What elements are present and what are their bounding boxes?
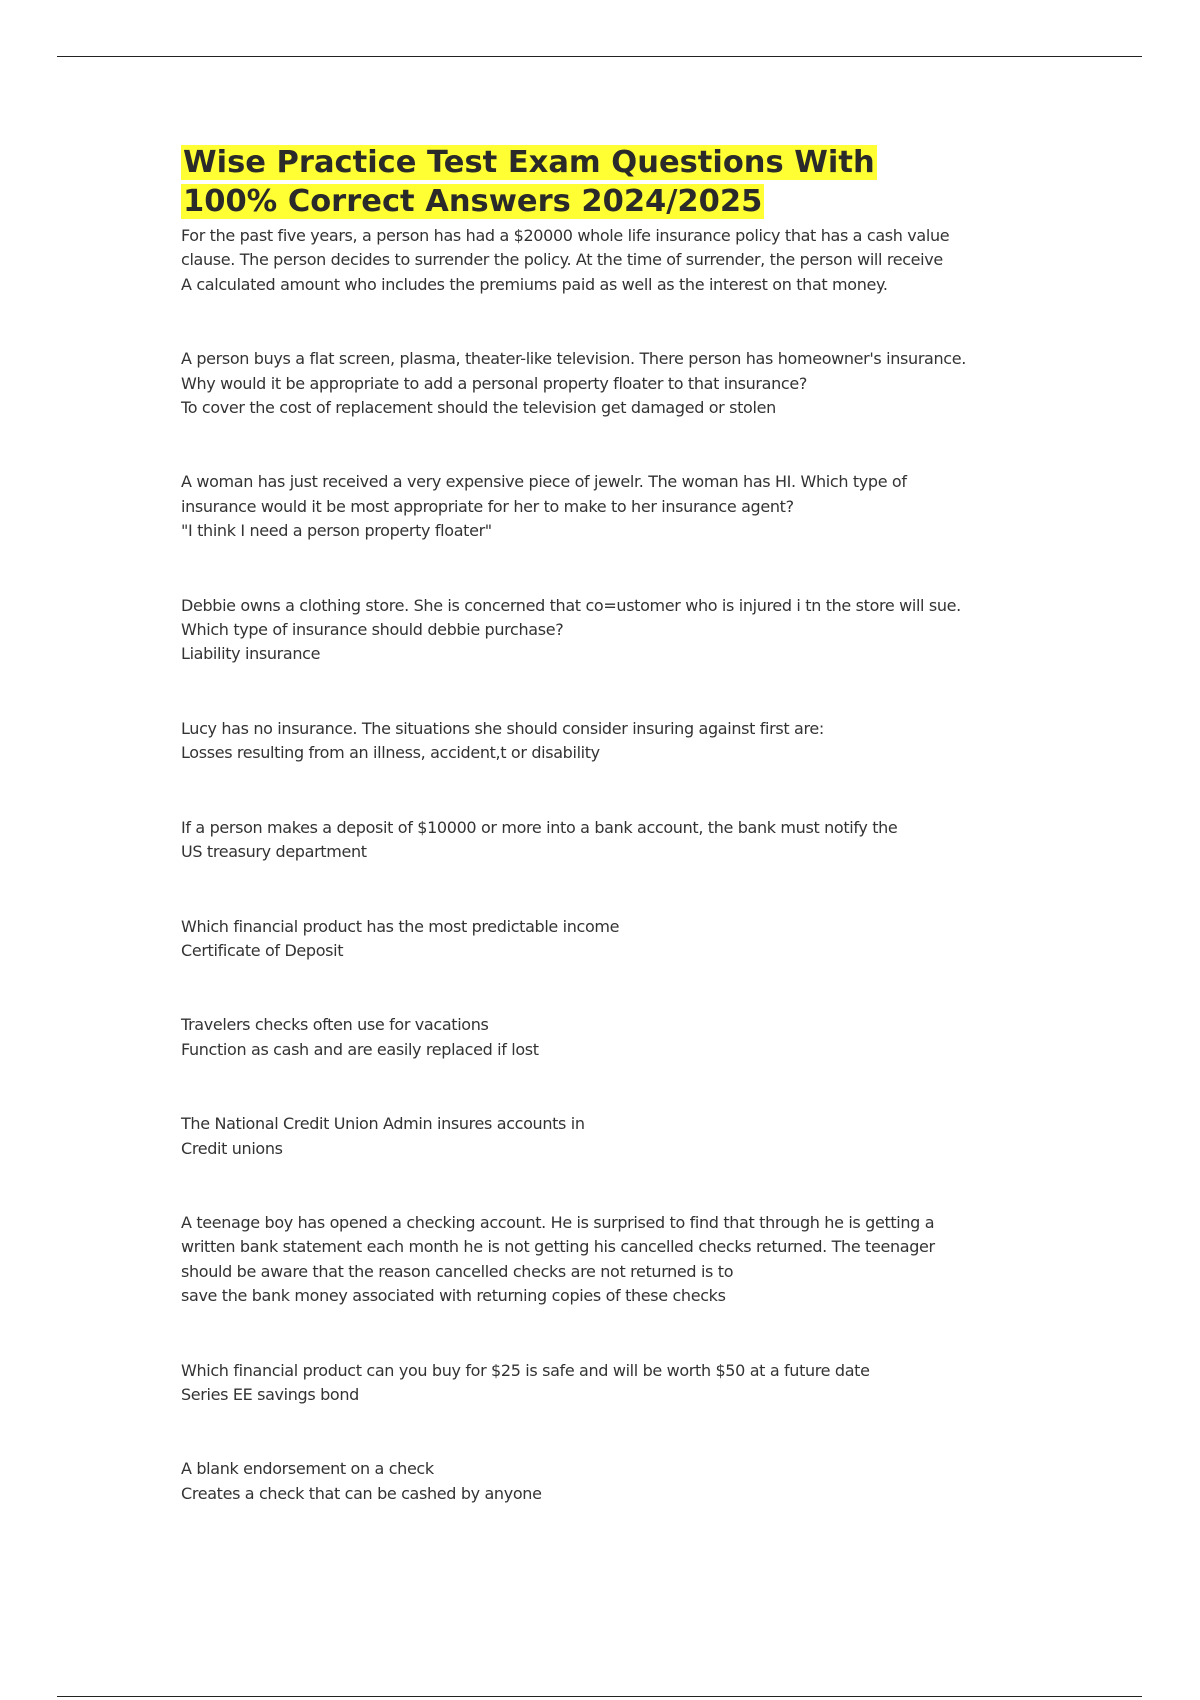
answer-line: Certificate of Deposit (181, 940, 344, 960)
question-line: A teenage boy has opened a checking account. He is surprised to find that through he is getting a (181, 1212, 935, 1232)
title-highlight: Wise Practice Test Exam Questions With 100% Correct Answers 2024/2025 (183, 145, 875, 219)
qa-item (181, 347, 1061, 420)
question-line: Why would it be appropriate to add a personal property floater to that insurance? (181, 373, 807, 393)
question-line: Lucy has no insurance. The situations she should consider insuring against first are: (181, 718, 824, 738)
answer-line: Credit unions (181, 1138, 283, 1158)
question-line: A person buys a flat screen, plasma, theater-like television. There person has homeowner's insurance. (181, 349, 966, 369)
header-rule (57, 56, 1142, 57)
qa-item (181, 1359, 1061, 1408)
question-line: Which financial product has the most predictable income (181, 916, 620, 936)
qa-list (181, 224, 1061, 1506)
question-line: written bank statement each month he is not getting his cancelled checks returned. The teenager (181, 1237, 935, 1257)
question-line: A woman has just received a very expensive piece of jewelr. The woman has HI. Which type of (181, 472, 907, 492)
answer-line: US treasury department (181, 842, 367, 862)
question-line: A blank endorsement on a check (181, 1459, 434, 1479)
answer-line: Series EE savings bond (181, 1384, 359, 1404)
qa-item (181, 470, 1061, 543)
answer-line: "I think I need a person property floater" (181, 521, 492, 541)
footer-rule (57, 1696, 1142, 1697)
qa-item (181, 1211, 1061, 1309)
question-line: should be aware that the reason cancelled checks are not returned is to (181, 1261, 734, 1281)
question-line: Which financial product can you buy for $25 is safe and will be worth $50 at a future date (181, 1360, 870, 1380)
qa-item (181, 816, 1061, 865)
question-line: clause. The person decides to surrender the policy. At the time of surrender, the person will receive (181, 250, 943, 270)
question-line: For the past five years, a person has had a $20000 whole life insurance policy that has a cash value (181, 226, 950, 245)
question-line: If a person makes a deposit of $10000 or more into a bank account, the bank must notify the (181, 817, 898, 837)
qa-item (181, 1112, 1061, 1161)
qa-item (181, 717, 1061, 766)
answer-line: save the bank money associated with returning copies of these checks (181, 1286, 726, 1306)
document-title (181, 144, 941, 221)
answer-line: Function as cash and are easily replaced if lost (181, 1039, 539, 1059)
document-body (181, 144, 1061, 1506)
answer-line: Liability insurance (181, 644, 321, 664)
question-line: The National Credit Union Admin insures accounts in (181, 1114, 585, 1134)
qa-item (181, 915, 1061, 964)
qa-item (181, 1457, 1061, 1506)
qa-item (181, 594, 1061, 667)
answer-line: A calculated amount who includes the premiums paid as well as the interest on that money. (181, 274, 888, 294)
question-line: insurance would it be most appropriate for her to make to her insurance agent? (181, 496, 794, 516)
answer-line: Creates a check that can be cashed by anyone (181, 1483, 542, 1503)
qa-item (181, 224, 1061, 297)
question-line: Travelers checks often use for vacations (181, 1015, 489, 1035)
qa-item (181, 1013, 1061, 1062)
answer-line: To cover the cost of replacement should the television get damaged or stolen (181, 398, 776, 418)
question-line: Which type of insurance should debbie purchase? (181, 620, 564, 640)
question-line: Debbie owns a clothing store. She is concerned that co=ustomer who is injured i tn the store will sue. (181, 595, 961, 615)
answer-line: Losses resulting from an illness, accident,t or disability (181, 743, 600, 763)
